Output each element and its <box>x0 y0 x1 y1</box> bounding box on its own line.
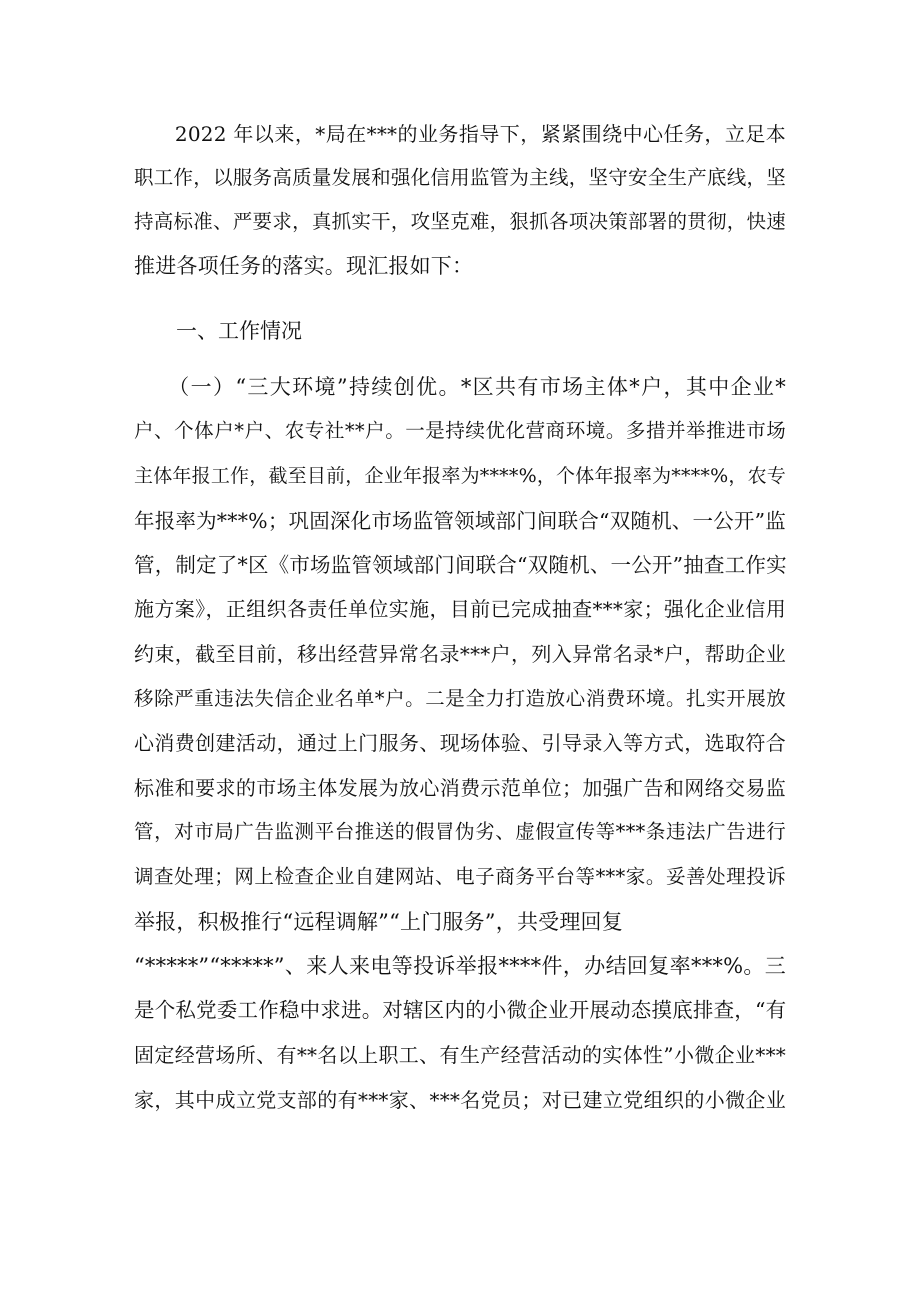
paragraph-1-line-1: 2022 年以来，*局在***的业务指导下，紧紧围绕中心任务，立足本 <box>134 122 786 146</box>
paragraph-2-line-7: 约束，截至目前，移出经营异常名录***户，列入异常名录*户，帮助企业 <box>134 642 786 666</box>
paragraph-2-line-11: 管，对市局广告监测平台推送的假冒伪劣、虚假宣传等***条违法广告进行 <box>134 820 786 843</box>
paragraph-2-line-6: 施方案》，正组织各责任单位实施，目前已完成抽查***家；强化企业信用 <box>134 597 786 621</box>
paragraph-2-line-8: 移除严重违法失信企业名单*户。二是全力打造放心消费环境。扎实开展放 <box>134 687 786 710</box>
section-heading: 一、工作情况 <box>176 319 302 343</box>
paragraph-2-line-16: 固定经营场所、有**名以上职工、有生产经营活动的实体性”小微企业*** <box>134 1043 786 1067</box>
paragraph-2-line-3: 主体年报工作，截至目前，企业年报率为****%，个体年报率为****%，农专 <box>134 465 786 487</box>
paragraph-1-line-2: 职工作，以服务高质量发展和强化信用监管为主线，坚守安全生产底线，坚 <box>134 166 786 189</box>
paragraph-2-line-13: 举报，积极推行“远程调解”“上门服务”，共受理回复 <box>134 910 623 934</box>
paragraph-2-line-1: （一）“三大环境”持续创优。*区共有市场主体*户，其中企业* <box>134 375 786 399</box>
paragraph-2-line-5: 管，制定了*区《市场监管领域部门间联合“双随机、一公开”抽查工作实 <box>134 553 787 577</box>
paragraph-2-line-15: 是个私党委工作稳中求进。对辖区内的小微企业开展动态摸底排查，“有 <box>134 998 787 1022</box>
paragraph-2-line-9: 心消费创建活动，通过上门服务、现场体验、引导录入等方式，选取符合 <box>134 731 786 755</box>
paragraph-2-line-10: 标准和要求的市场主体发展为放心消费示范单位；加强广告和网络交易监 <box>134 776 786 800</box>
paragraph-2-line-17: 家，其中成立党支部的有***家、***名党员；对已建立党组织的小微企业 <box>134 1088 786 1112</box>
paragraph-1-line-3: 持高标准、严要求，真抓实干，攻坚克难，狠抓各项决策部署的贯彻，快速 <box>134 210 786 233</box>
paragraph-1-line-4: 推进各项任务的落实。现汇报如下： <box>134 254 474 278</box>
paragraph-2-line-12: 调查处理；网上检查企业自建网站、电子商务平台等***家。妥善处理投诉 <box>134 865 786 888</box>
paragraph-2-line-2: 户、个体户*户、农专社**户。一是持续优化营商环境。多措并举推进市场 <box>134 419 786 442</box>
paragraph-2-line-14: “*****”“*****”、来人来电等投诉举报****件，办结回复率***%。三 <box>134 954 786 978</box>
paragraph-2-line-4: 年报率为***%；巩固深化市场监管领域部门间联合“双随机、一公开”监 <box>134 509 786 533</box>
